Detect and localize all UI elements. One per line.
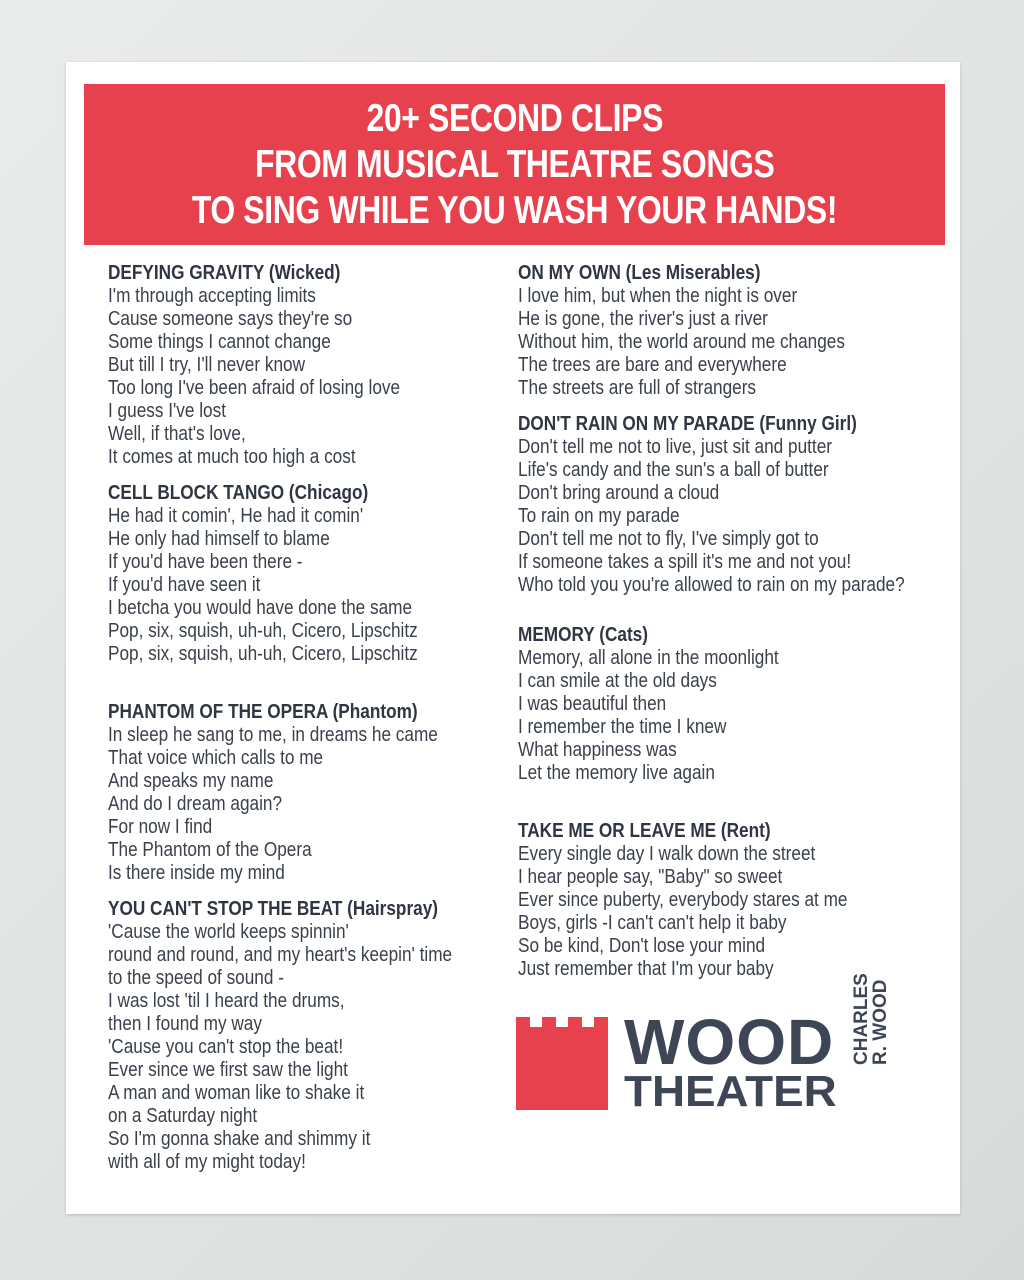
lyric-line: I betcha you would have done the same (108, 597, 413, 619)
lyric-line: The streets are full of strangers (518, 377, 757, 399)
lyric-line: Just remember that I'm your baby (518, 958, 774, 980)
lyric-line: Cause someone says they're so (108, 308, 353, 330)
lyric-line: He had it comin', He had it comin' (108, 505, 364, 527)
lyric-line: Ever since we first saw the light (108, 1059, 348, 1081)
lyric-line: If you'd have seen it (108, 574, 261, 596)
logo-vertical-name (852, 965, 890, 1065)
right-column (518, 262, 948, 981)
song-title: DON'T RAIN ON MY PARADE (Funny Girl) (518, 413, 857, 435)
castle-mark-icon (516, 1017, 608, 1110)
banner-line-1: 20+ SECOND CLIPS (366, 96, 663, 140)
lyric-line: If someone takes a spill it's me and not you! (518, 551, 852, 573)
lyric-line: on a Saturday night (108, 1105, 258, 1127)
lyric-line: A man and woman like to shake it (108, 1082, 365, 1104)
song-block (108, 898, 508, 1174)
song-title: MEMORY (Cats) (518, 624, 648, 646)
banner-line-3: TO SING WHILE YOU WASH YOUR HANDS! (191, 188, 838, 232)
lyric-line: I remember the time I knew (518, 716, 727, 738)
logo-vertical-line-1: CHARLES (851, 973, 872, 1065)
lyric-line: So be kind, Don't lose your mind (518, 935, 766, 957)
lyric-line: with all of my might today! (108, 1151, 306, 1173)
lyric-line: Too long I've been afraid of losing love (108, 377, 401, 399)
lyric-line: For now I find (108, 816, 213, 838)
song-block (108, 482, 508, 666)
logo-vertical-line-2: R. WOOD (870, 979, 891, 1065)
lyric-line: To rain on my parade (518, 505, 680, 527)
lyric-line: round and round, and my heart's keepin' time (108, 944, 453, 966)
lyric-line: The Phantom of the Opera (108, 839, 312, 861)
lyric-line: Is there inside my mind (108, 862, 285, 884)
banner-line-2: FROM MUSICAL THEATRE SONGS (254, 142, 775, 186)
song-block (518, 624, 948, 785)
lyric-line: Every single day I walk down the street (518, 843, 816, 865)
lyric-line: 'Cause the world keeps spinnin' (108, 921, 349, 943)
song-block (518, 262, 948, 400)
song-title: PHANTOM OF THE OPERA (Phantom) (108, 701, 418, 723)
song-block (108, 701, 508, 885)
lyric-line: Boys, girls -I can't can't help it baby (518, 912, 787, 934)
lyric-line: I guess I've lost (108, 400, 227, 422)
lyric-line: to the speed of sound - (108, 967, 284, 989)
lyric-line: What happiness was (518, 739, 677, 761)
lyric-line: Well, if that's love, (108, 423, 246, 445)
lyric-line: Without him, the world around me changes (518, 331, 845, 353)
lyric-line: The trees are bare and everywhere (518, 354, 787, 376)
lyric-line: I can smile at the old days (518, 670, 717, 692)
lyric-line: Don't bring around a cloud (518, 482, 720, 504)
song-block (518, 413, 948, 597)
lyric-line: I love him, but when the night is over (518, 285, 798, 307)
lyric-line: That voice which calls to me (108, 747, 324, 769)
lyric-line: Pop, six, squish, uh-uh, Cicero, Lipschitz (108, 643, 418, 665)
lyric-line: And speaks my name (108, 770, 274, 792)
song-title: ON MY OWN (Les Miserables) (518, 262, 761, 284)
lyric-line: But till I try, I'll never know (108, 354, 306, 376)
lyric-line: So I'm gonna shake and shimmy it (108, 1128, 371, 1150)
song-block (108, 262, 508, 469)
lyric-line: Pop, six, squish, uh-uh, Cicero, Lipschitz (108, 620, 418, 642)
wood-theater-logo (516, 973, 896, 1117)
lyric-line: I was lost 'til I heard the drums, (108, 990, 345, 1012)
lyric-line: Don't tell me not to live, just sit and putter (518, 436, 832, 458)
song-title: TAKE ME OR LEAVE ME (Rent) (518, 820, 771, 842)
lyric-line: I was beautiful then (518, 693, 667, 715)
song-title: DEFYING GRAVITY (Wicked) (108, 262, 341, 284)
logo-word-wood: WOOD (624, 1006, 835, 1078)
lyric-line: 'Cause you can't stop the beat! (108, 1036, 344, 1058)
lyric-line: If you'd have been there - (108, 551, 303, 573)
lyric-line: Who told you you're allowed to rain on my parade? (518, 574, 905, 596)
lyric-line: I hear people say, "Baby" so sweet (518, 866, 783, 888)
flyer-page (66, 62, 960, 1214)
lyric-line: He is gone, the river's just a river (518, 308, 768, 330)
lyric-line: In sleep he sang to me, in dreams he came (108, 724, 438, 746)
lyric-line: And do I dream again? (108, 793, 283, 815)
header-banner (84, 84, 945, 245)
song-block (518, 820, 948, 981)
lyric-line: Let the memory live again (518, 762, 715, 784)
lyric-line: Some things I cannot change (108, 331, 331, 353)
left-column (108, 262, 508, 1174)
lyric-line: It comes at much too high a cost (108, 446, 356, 468)
lyric-line: then I found my way (108, 1013, 262, 1035)
logo-word-theater: THEATER (624, 1067, 837, 1116)
song-title: YOU CAN'T STOP THE BEAT (Hairspray) (108, 898, 438, 920)
lyric-line: Ever since puberty, everybody stares at me (518, 889, 848, 911)
lyric-line: Memory, all alone in the moonlight (518, 647, 779, 669)
lyric-line: Don't tell me not to fly, I've simply got to (518, 528, 819, 550)
lyric-line: He only had himself to blame (108, 528, 330, 550)
song-title: CELL BLOCK TANGO (Chicago) (108, 482, 369, 504)
lyric-line: I'm through accepting limits (108, 285, 316, 307)
lyric-line: Life's candy and the sun's a ball of butter (518, 459, 829, 481)
